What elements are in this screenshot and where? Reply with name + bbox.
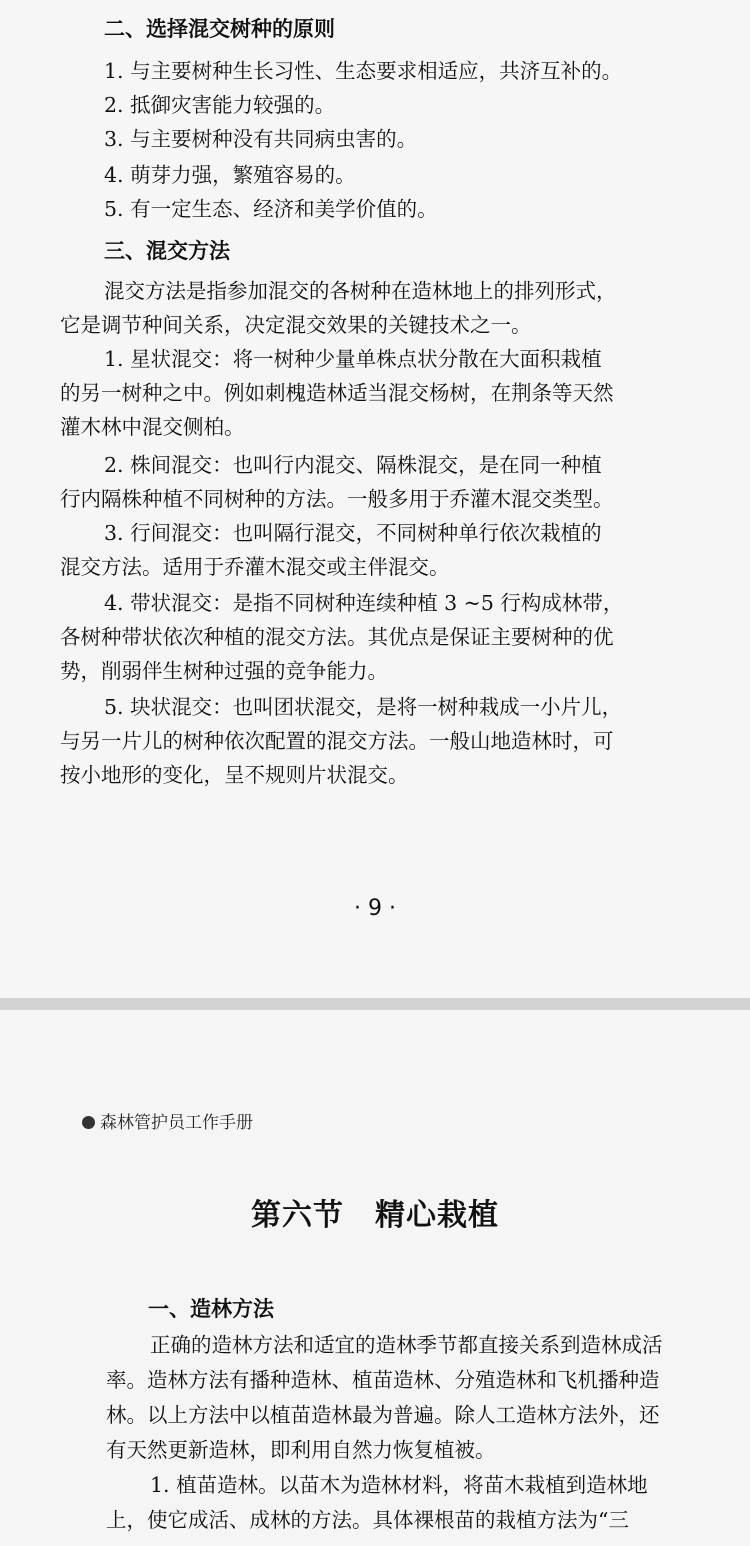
principle-3: 3. 与主要树种没有共同病虫害的。 [104,127,418,151]
method-3-line-1: 3. 行间混交：也叫隔行混交，不同树种单行依次栽植的 [104,521,602,545]
method-1-line-1: 1. 星状混交：将一树种少量单株点状分散在大面积栽植 [104,347,602,371]
method-5-line-2: 与另一片儿的树种依次配置的混交方法。一般山地造林时，可 [60,729,614,753]
page-10 [0,1010,750,1546]
intro-line-1: 混交方法是指参加混交的各树种在造林地上的排列形式， [104,279,617,303]
paragraph-line-3: 林。以上方法中以植苗造林最为普遍。除人工造林方法外，还 [106,1403,660,1427]
running-head-text: 森林管护员工作手册 [100,1113,253,1133]
section1-heading: 一、造林方法 [148,1297,274,1321]
principle-4: 4. 萌芽力强，繁殖容易的。 [104,163,356,187]
page-divider [0,998,750,1010]
method-2-line-2: 行内隔株种植不同树种的方法。一般多用于乔灌木混交类型。 [60,487,614,511]
principle-2: 2. 抵御灾害能力较强的。 [104,93,336,117]
method-5-line-3: 按小地形的变化，呈不规则片状混交。 [60,763,409,787]
section2-heading: 二、选择混交树种的原则 [104,17,335,41]
intro-line-2: 它是调节种间关系，决定混交效果的关键技术之一。 [60,313,532,337]
paragraph-line-2: 率。造林方法有播种造林、植苗造林、分殖造林和飞机播种造 [106,1368,660,1392]
method-3-line-2: 混交方法。适用于乔灌木混交或主伴混交。 [60,555,450,579]
method-4-line-3: 势，削弱伴生树种过强的竞争能力。 [60,659,388,683]
paragraph-line-4: 有天然更新造林，即利用自然力恢复植被。 [106,1438,496,1462]
method-5-line-1: 5. 块状混交：也叫团状混交，是将一树种栽成一小片儿， [104,695,623,719]
method-4-line-1: 4. 带状混交：是指不同树种连续种植 3 ~5 行构成林带， [104,591,624,615]
section-title: 第六节 精心栽植 [251,1198,499,1233]
bullet-dot-icon [82,1116,95,1129]
method-4-line-2: 各树种带状依次种植的混交方法。其优点是保证主要树种的优 [60,625,614,649]
planting-line-1: 1. 植苗造林。以苗木为造林材料，将苗木栽植到造林地 [150,1473,648,1497]
method-1-line-2: 的另一树种之中。例如刺槐造林适当混交杨树，在荆条等天然 [60,381,614,405]
running-head [82,1108,253,1133]
paragraph-line-1: 正确的造林方法和适宜的造林季节都直接关系到造林成活 [150,1333,663,1357]
planting-line-2: 上，使它成活、成林的方法。具体裸根苗的栽植方法为“三 [106,1508,629,1532]
principle-5: 5. 有一定生态、经济和美学价值的。 [104,197,438,221]
principle-1: 1. 与主要树种生长习性、生态要求相适应，共济互补的。 [104,59,623,83]
method-1-line-3: 灌木林中混交侧柏。 [60,415,245,439]
partial-top-line [60,0,740,6]
method-2-line-1: 2. 株间混交：也叫行内混交、隔株混交，是在同一种植 [104,453,602,477]
section3-heading: 三、混交方法 [104,239,230,263]
page-number: · 9 · [354,896,396,921]
